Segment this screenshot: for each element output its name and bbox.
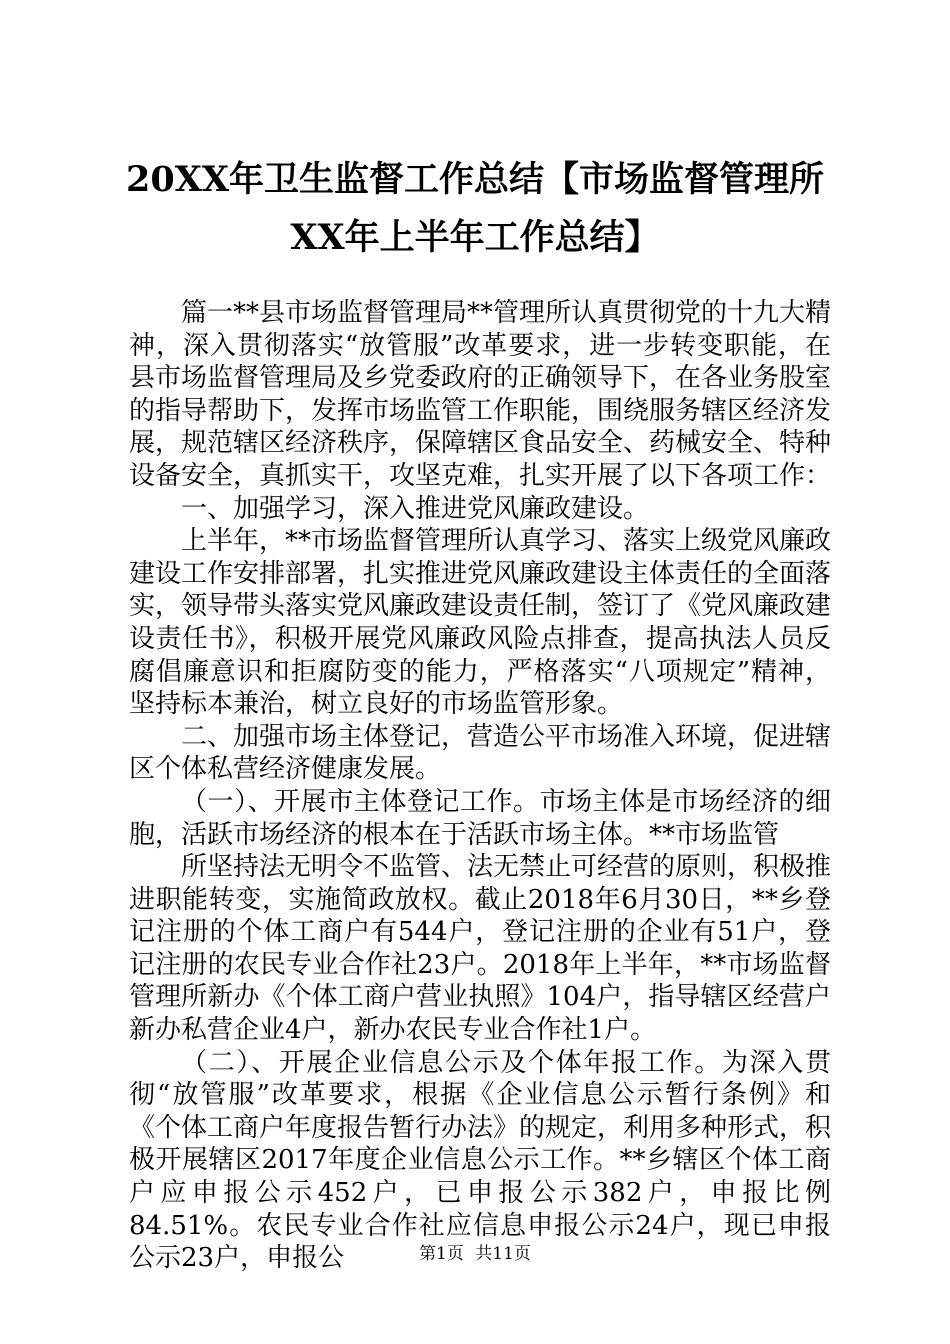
paragraph-heading-2: 二、加强市场主体登记，营造公平市场准入环境，促进辖区个体私营经济健康发展。 (129, 721, 832, 785)
page-footer (0, 1244, 950, 1264)
document-title-line-2: XX年上半年工作总结】 (290, 217, 660, 258)
paragraph-intro: 篇一**县市场监督管理局**管理所认真贯彻党的十九大精神，深入贯彻落实“放管服”改革要求，进一步转变职能，在县市场监督管理局及乡党委政府的正确领导下，在各业务股室的指导帮助下，发挥市场监管工作职能，围绕服务辖区经济发展，规范辖区经济秩序，保障辖区食品安全、药械安全、特种设备安全，真抓实干，攻坚克难，扎实开展了以下各项工作： (129, 298, 832, 491)
paragraph-heading-1: 一、加强学习，深入推进党风廉政建设。 (181, 493, 650, 524)
paragraph-subheading-1: （一）、开展市主体登记工作。市场主体是市场经济的细胞，活跃市场经济的根本在于活跃市场主体。**市场监管 (129, 786, 831, 850)
paragraph-subheading-2: （二）、开展企业信息公示及个体年报工作。为深入贯彻“放管服”改革要求，根据《企业信息公示暂行条例》和《个体工商户年度报告暂行办法》的规定，利用多种形式，积极开展辖区2017年度企业信息公示工作。**乡辖区个体工商户应申报公示452户，已申报公示382户，申报比例84.51%。农民专业合作社应信息申报公示24户，现已申报公示23户，申报公 (129, 1047, 832, 1274)
paragraph-registration: 所坚持法无明令不监管、法无禁止可经营的原则，积极推进职能转变，实施简政放权。截止2018年6月30日，**乡登记注册的个体工商户有544户，登记注册的企业有51户，登记注册的农民专业合作社23户。2018年上半年，**市场监督管理所新办《个体工商户营业执照》104户，指导辖区经营户新办私营企业4户，新办农民专业合作社1户。 (129, 852, 832, 1046)
document-title-line-1: 20XX年卫生监督工作总结【市场监督管理所 (125, 159, 825, 200)
page-number: 第1页 (419, 1244, 464, 1264)
document-body (129, 297, 831, 1275)
page-total: 共11页 (475, 1244, 531, 1264)
paragraph-party-building: 上半年，**市场监督管理所认真学习、落实上级党风廉政建设工作安排部署，扎实推进党风廉政建设主体责任的全面落实，领导带头落实党风廉政建设责任制，签订了《党风廉政建设责任书》，积极开展党风廉政风险点排查，提高执法人员反腐倡廉意识和拒腐防变的能力，严格落实“八项规定”精神，坚持标本兼治，树立良好的市场监管形象。 (129, 526, 832, 720)
